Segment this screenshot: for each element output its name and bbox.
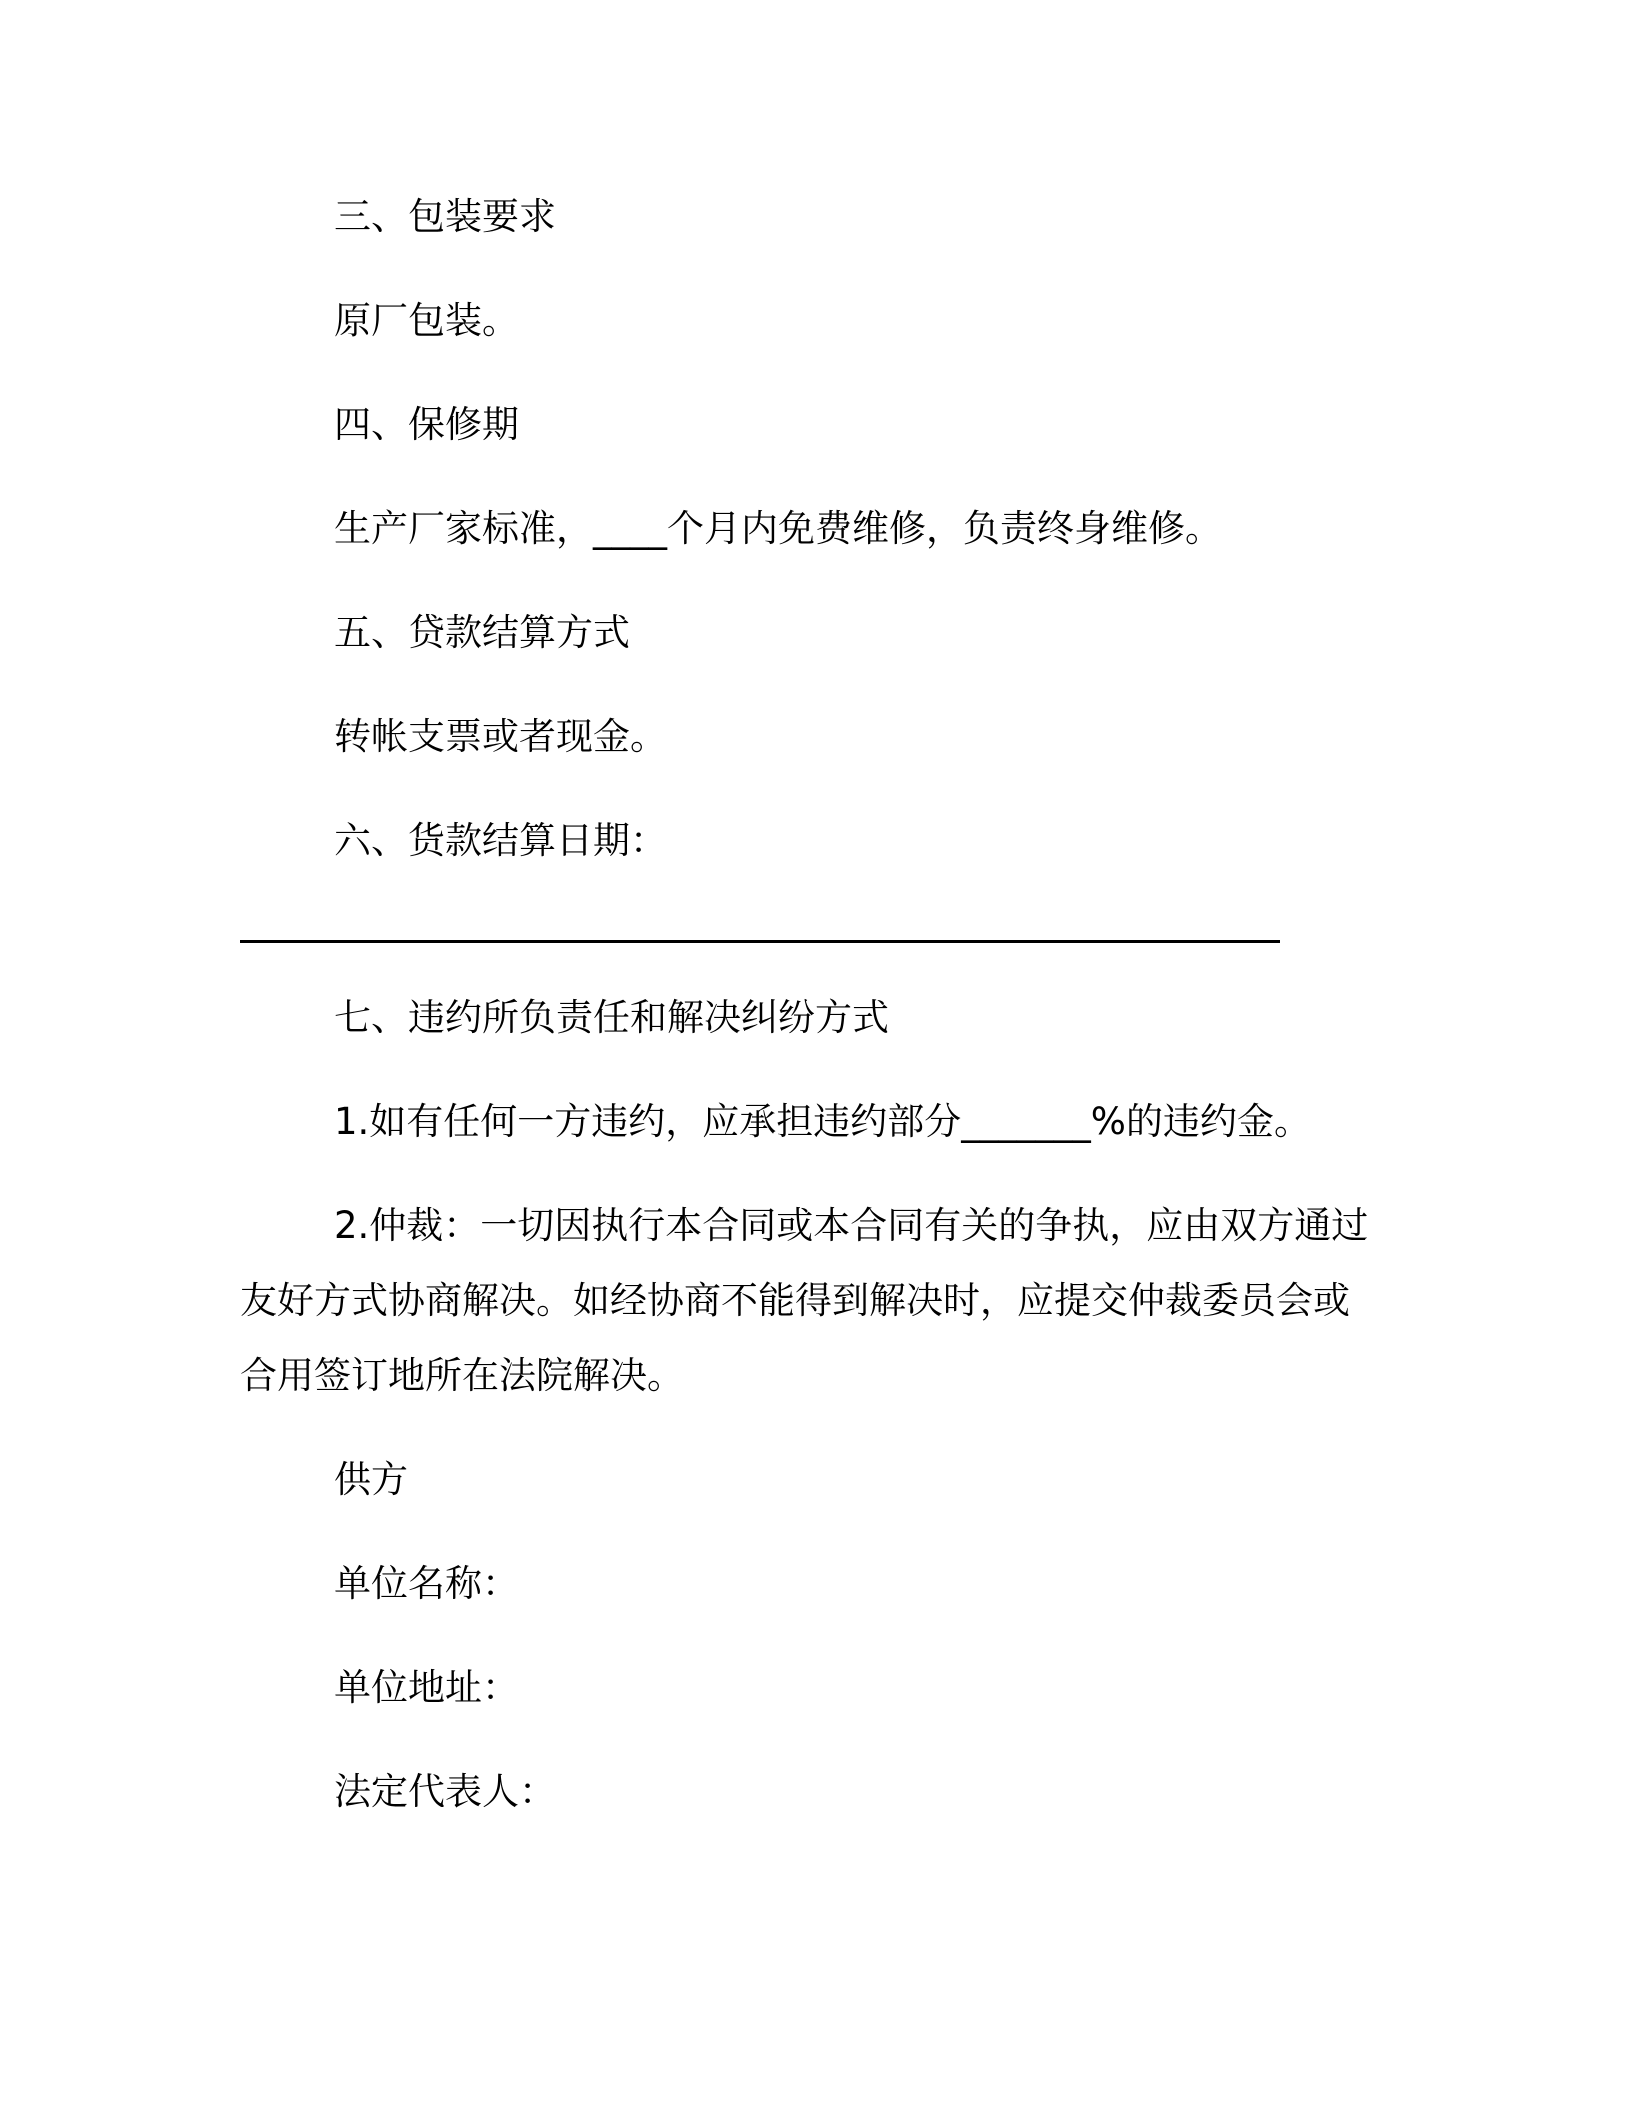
blank-date-line	[240, 940, 1280, 943]
section-4-heading: 四、保修期	[334, 403, 519, 446]
legal-representative-label: 法定代表人：	[334, 1770, 556, 1813]
section-3-heading: 三、包装要求	[334, 195, 556, 238]
clause-2-line-3: 合用签订地所在法院解决。	[240, 1354, 684, 1397]
section-4-body: 生产厂家标准，____个月内免费维修，负责终身维修。	[334, 507, 1222, 550]
clause-1: 1.如有任何一方违约，应承担违约部分_______%的违约金。	[334, 1100, 1311, 1143]
section-5-heading: 五、贷款结算方式	[334, 611, 630, 654]
section-7-heading: 七、违约所负责任和解决纠纷方式	[334, 996, 889, 1039]
clause-2-line-1: 2.仲裁：一切因执行本合同或本合同有关的争执，应由双方通过	[334, 1204, 1369, 1247]
section-3-body: 原厂包装。	[334, 299, 519, 342]
supplier-label: 供方	[334, 1458, 408, 1501]
section-5-body: 转帐支票或者现金。	[334, 715, 667, 758]
unit-address-label: 单位地址：	[334, 1666, 519, 1709]
clause-2-line-2: 友好方式协商解决。如经协商不能得到解决时，应提交仲裁委员会或	[240, 1279, 1350, 1322]
section-6-heading: 六、货款结算日期：	[334, 819, 667, 862]
unit-name-label: 单位名称：	[334, 1562, 519, 1605]
